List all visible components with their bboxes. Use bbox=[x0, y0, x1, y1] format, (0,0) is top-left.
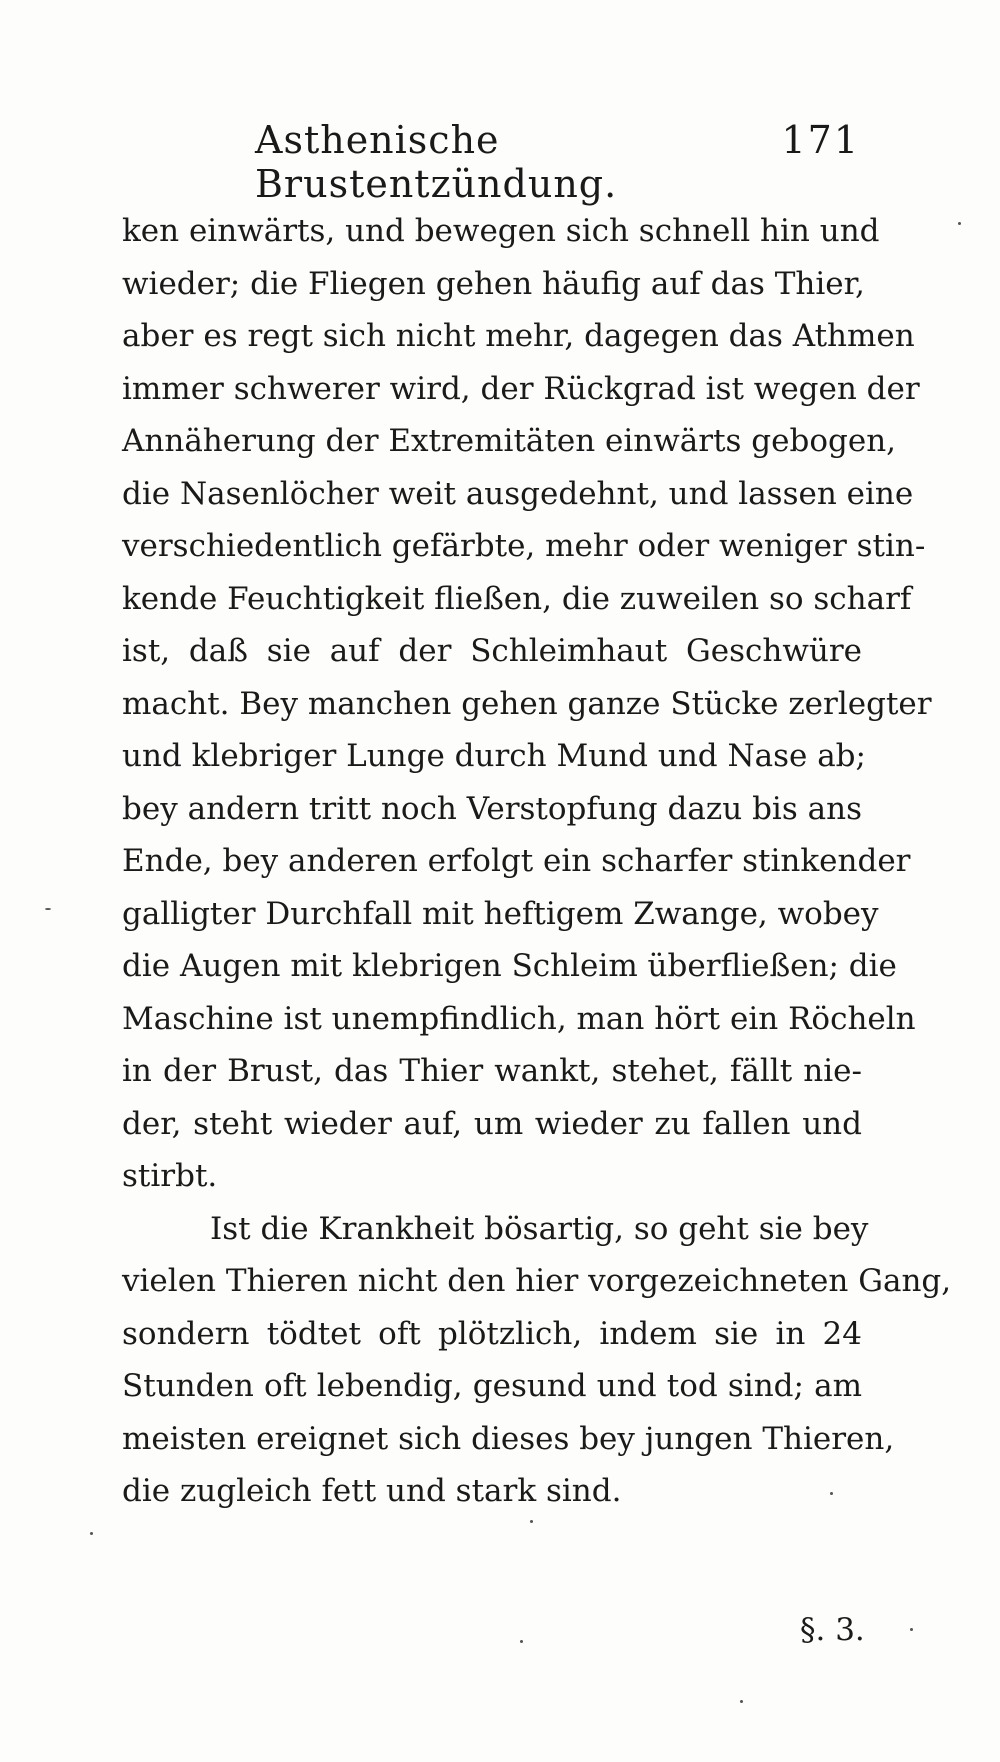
text-line: kende Feuchtigkeit fließen, die zuweilen so scharf bbox=[122, 580, 912, 617]
text-line: ken einwärts, und bewegen sich schnell hin und bbox=[122, 213, 880, 249]
scan-speck bbox=[530, 1520, 533, 1523]
body-text bbox=[122, 205, 952, 1518]
text-line: die zugleich fett und stark sind. bbox=[122, 1473, 622, 1509]
page-number: 171 bbox=[781, 118, 860, 162]
text-line: bey andern tritt noch Verstopfung dazu bis ans bbox=[122, 790, 862, 827]
catchword: §. 3. bbox=[800, 1612, 865, 1648]
text-line: Stunden oft lebendig, gesund und tod sind; am bbox=[122, 1368, 862, 1404]
scan-speck bbox=[910, 1628, 913, 1631]
text-line: die Nasenlöcher weit ausgedehnt, und lassen eine bbox=[122, 475, 914, 512]
text-line: Annäherung der Extremitäten einwärts gebogen, bbox=[122, 423, 897, 459]
paragraph-2 bbox=[122, 1203, 952, 1518]
text-line: macht. Bey manchen gehen ganze Stücke zerlegter bbox=[122, 685, 932, 722]
scan-speck bbox=[520, 1640, 523, 1643]
scan-speck bbox=[740, 1700, 743, 1703]
text-line: und klebriger Lunge durch Mund und Nase ab; bbox=[122, 738, 866, 774]
text-line: stirbt. bbox=[122, 1158, 218, 1194]
text-line: wieder; die Fliegen gehen häufig auf das Thier, bbox=[122, 265, 865, 302]
text-line: in der Brust, das Thier wankt, stehet, fällt nie- bbox=[122, 1053, 862, 1089]
text-line: immer schwerer wird, der Rückgrad ist wegen der bbox=[122, 370, 920, 407]
text-line: galligter Durchfall mit heftigem Zwange, wobey bbox=[122, 895, 879, 932]
text-line: Maschine ist unempfindlich, man hört ein Röcheln bbox=[122, 1000, 916, 1037]
text-line: Ist die Krankheit bösartig, so geht sie bey bbox=[210, 1210, 869, 1247]
text-line: vielen Thieren nicht den hier vorgezeichneten Gang, bbox=[122, 1263, 952, 1299]
scan-speck bbox=[830, 1492, 833, 1495]
paragraph-1 bbox=[122, 205, 932, 1203]
text-line: meisten ereignet sich dieses bey jungen Thieren, bbox=[122, 1420, 895, 1457]
text-line: aber es regt sich nicht mehr, dagegen das Athmen bbox=[122, 318, 915, 354]
scan-speck bbox=[45, 908, 51, 910]
running-head bbox=[255, 118, 860, 206]
text-line: ist, daß sie auf der Schleimhaut Geschwüre bbox=[122, 633, 862, 669]
scan-speck bbox=[958, 222, 961, 225]
running-head-title: Asthenische Brustentzündung. bbox=[255, 118, 618, 206]
text-line: verschiedentlich gefärbte, mehr oder weniger stin- bbox=[122, 528, 926, 564]
text-line: sondern tödtet oft plötzlich, indem sie in 24 bbox=[122, 1315, 862, 1352]
scan-speck bbox=[90, 1532, 93, 1535]
text-line: die Augen mit klebrigen Schleim überfließen; die bbox=[122, 948, 897, 984]
text-line: Ende, bey anderen erfolgt ein scharfer stinkender bbox=[122, 843, 911, 879]
text-line: der, steht wieder auf, um wieder zu fallen und bbox=[122, 1105, 862, 1142]
